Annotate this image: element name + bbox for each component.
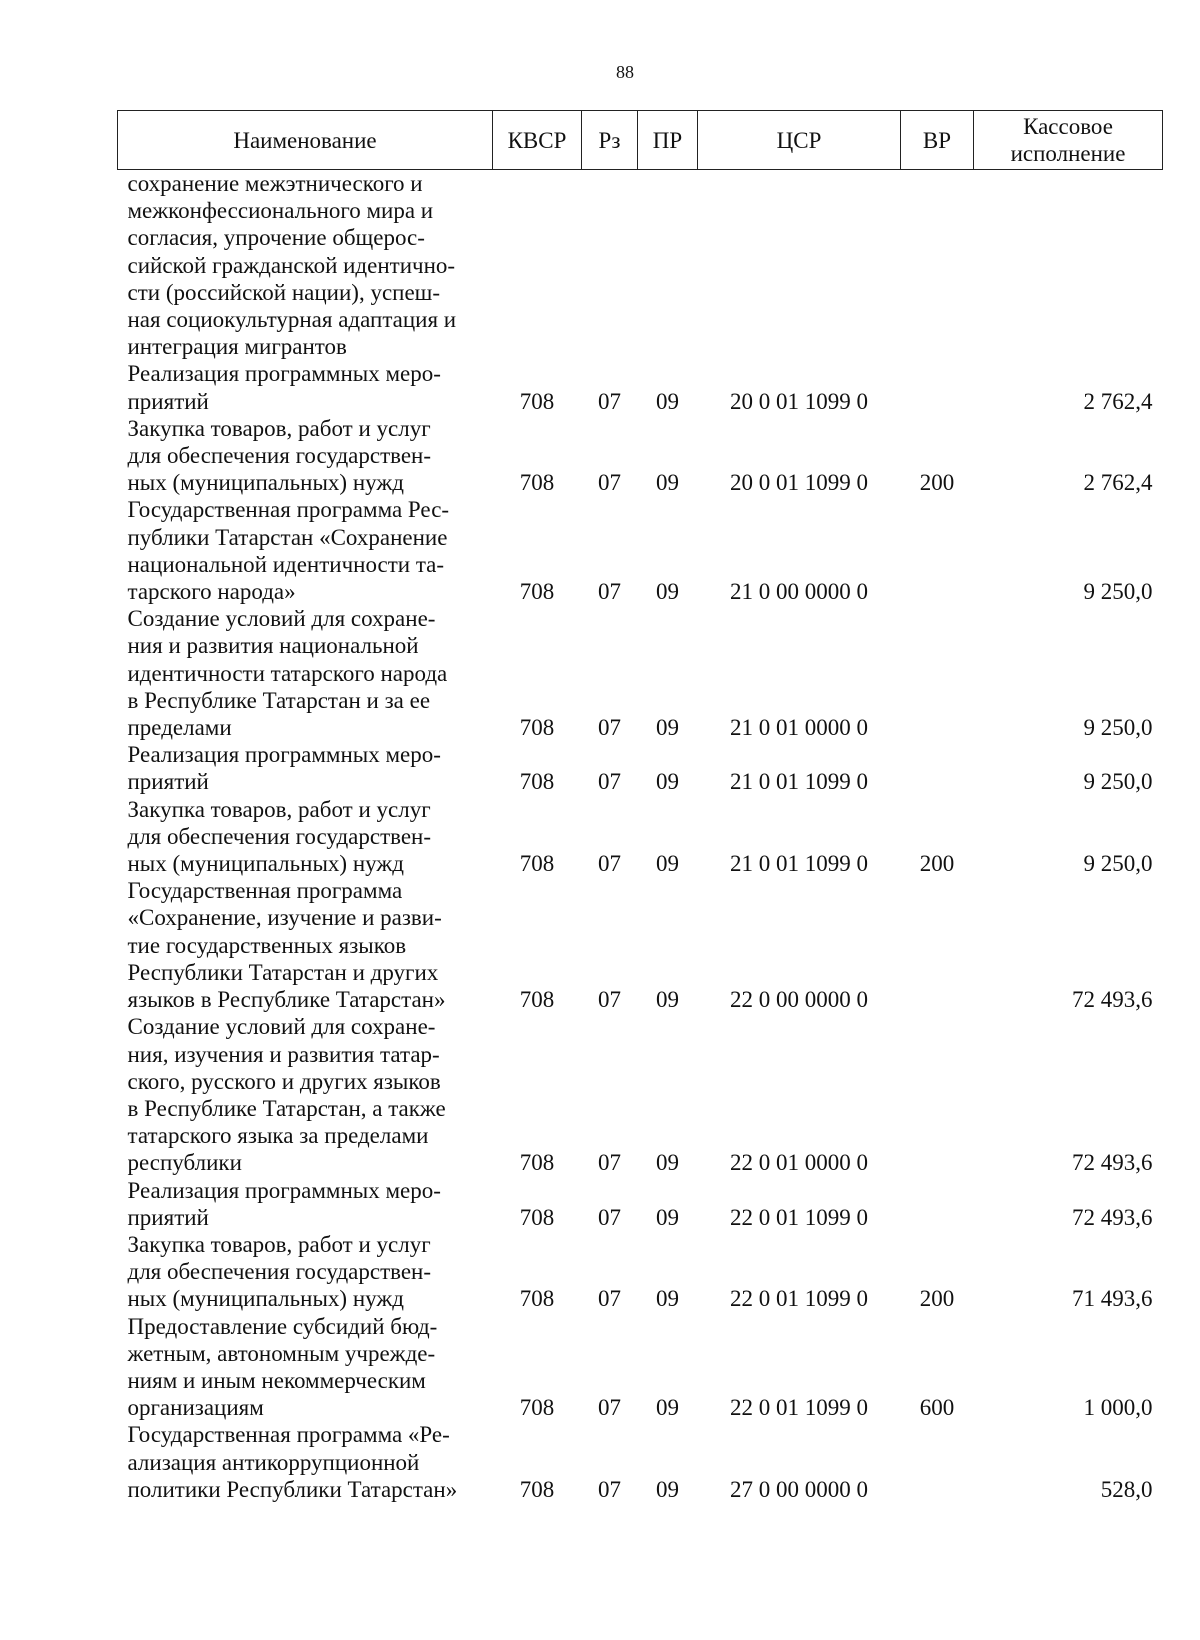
- rz-cell: 07: [598, 1395, 621, 1421]
- header-csr: ЦСР: [698, 111, 901, 170]
- name-line: межконфессионального мира и: [127, 198, 434, 224]
- csr-cell: 21 0 01 0000 0: [730, 715, 868, 741]
- name-cell: [118, 496, 493, 605]
- name-line: «Сохранение, изучение и разви-: [127, 905, 442, 931]
- vr-cell: [901, 170, 974, 361]
- name-line: приятий: [127, 1204, 209, 1230]
- kvsr-cell: 708: [519, 1204, 555, 1230]
- name-line: ных (муниципальных) нужд: [127, 1286, 404, 1312]
- name-cell: [118, 741, 493, 795]
- vr-cell: [901, 1177, 974, 1231]
- rz-cell: 07: [598, 1286, 621, 1312]
- vr-cell: [901, 1421, 974, 1503]
- name-line: ния, изучения и развития татар-: [127, 1041, 440, 1067]
- vr-cell: [901, 1013, 974, 1176]
- vr-cell: [901, 360, 974, 414]
- name-line: Реализация программных меро-: [127, 361, 441, 387]
- name-line: приятий: [127, 769, 209, 795]
- cash-execution-cell: 2 762,4: [1083, 388, 1153, 414]
- cash-execution-cell: 1 000,0: [1083, 1395, 1153, 1421]
- name-line: пределами: [127, 715, 232, 741]
- kvsr-cell: 708: [519, 851, 555, 877]
- vr-cell: [901, 741, 974, 795]
- vr-cell: [901, 496, 974, 605]
- name-line: ализация антикоррупционной: [127, 1449, 420, 1475]
- name-line: Закупка товаров, работ и услуг: [127, 796, 431, 822]
- name-line: ных (муниципальных) нужд: [127, 851, 404, 877]
- csr-cell: 20 0 01 1099 0: [730, 388, 868, 414]
- name-line: Закупка товаров, работ и услуг: [127, 1231, 431, 1257]
- vr-cell: 200: [919, 851, 955, 877]
- csr-cell: 21 0 01 1099 0: [730, 769, 868, 795]
- name-line: Реализация программных меро-: [127, 1177, 441, 1203]
- name-line: для обеспечения государствен-: [127, 1259, 432, 1285]
- table-row: [118, 1231, 1163, 1313]
- header-rz: Рз: [582, 111, 638, 170]
- cash-execution-cell: 72 493,6: [1072, 1204, 1153, 1230]
- vr-cell: 600: [919, 1395, 955, 1421]
- vr-cell: [901, 877, 974, 1013]
- rz-cell: 07: [598, 388, 621, 414]
- name-line: согласия, упрочение общерос-: [127, 225, 425, 251]
- rz-cell: 07: [598, 470, 621, 496]
- name-line: Государственная программа Рес-: [127, 497, 450, 523]
- name-line: идентичности татарского народа: [127, 660, 448, 686]
- name-line: жетным, автономным учрежде-: [127, 1340, 436, 1366]
- name-cell: [118, 1177, 493, 1231]
- header-kvsr: КВСР: [493, 111, 582, 170]
- name-line: сохранение межэтнического и: [127, 171, 423, 196]
- pr-cell: 09: [656, 987, 679, 1013]
- rz-cell: 07: [598, 851, 621, 877]
- name-cell: [118, 877, 493, 1013]
- pr-cell: [638, 170, 698, 361]
- pr-cell: 09: [656, 851, 679, 877]
- name-line: языков в Республике Татарстан»: [127, 987, 446, 1013]
- cash-execution-cell: 9 250,0: [1083, 579, 1153, 605]
- cash-execution-cell: 2 762,4: [1083, 470, 1153, 496]
- kvsr-cell: 708: [519, 769, 555, 795]
- name-line: Предоставление субсидий бюд-: [127, 1313, 438, 1339]
- name-cell: [118, 415, 493, 497]
- pr-cell: 09: [656, 1395, 679, 1421]
- name-line: ского, русского и других языков: [127, 1068, 441, 1094]
- csr-cell: 21 0 01 1099 0: [730, 851, 868, 877]
- name-line: национальной идентичности та-: [127, 551, 445, 577]
- header-vr: ВР: [901, 111, 974, 170]
- cash-execution-cell: 72 493,6: [1072, 987, 1153, 1013]
- header-pr: ПР: [638, 111, 698, 170]
- pr-cell: 09: [656, 769, 679, 795]
- table-row: [118, 1421, 1163, 1503]
- cash-execution-cell: 9 250,0: [1083, 851, 1153, 877]
- kvsr-cell: 708: [519, 579, 555, 605]
- kvsr-cell: 708: [519, 1395, 555, 1421]
- name-line: в Республике Татарстан, а также: [127, 1095, 446, 1121]
- name-cell: [118, 605, 493, 741]
- pr-cell: 09: [656, 388, 679, 414]
- name-line: ния и развития национальной: [127, 633, 419, 659]
- table-row: [118, 1177, 1163, 1231]
- csr-cell: 22 0 01 0000 0: [730, 1150, 868, 1176]
- table-header-row: [118, 111, 1163, 170]
- kvsr-cell: 708: [519, 987, 555, 1013]
- pr-cell: 09: [656, 579, 679, 605]
- header-cash-execution-line2: исполнение: [1010, 141, 1126, 166]
- name-line: в Республике Татарстан и за ее: [127, 687, 431, 713]
- name-line: сти (российской нации), успеш-: [127, 279, 441, 305]
- page-number: 88: [616, 62, 634, 82]
- table-row: [118, 741, 1163, 795]
- csr-cell: 27 0 00 0000 0: [730, 1476, 868, 1502]
- rz-cell: 07: [598, 715, 621, 741]
- header-cash-execution: [974, 111, 1163, 170]
- name-line: политики Республики Татарстан»: [127, 1476, 458, 1502]
- pr-cell: 09: [656, 470, 679, 496]
- kvsr-cell: 708: [519, 388, 555, 414]
- name-line: ных (муниципальных) нужд: [127, 470, 404, 496]
- header-cash-execution-line1: Кассовое: [1023, 114, 1113, 139]
- kvsr-cell: 708: [519, 470, 555, 496]
- rz-cell: 07: [598, 769, 621, 795]
- name-line: Закупка товаров, работ и услуг: [127, 415, 431, 441]
- cash-execution-cell: 72 493,6: [1072, 1150, 1153, 1176]
- csr-cell: 22 0 01 1099 0: [730, 1395, 868, 1421]
- name-line: ниям и иным некоммерческим: [127, 1367, 426, 1393]
- cash-execution-cell: [974, 170, 1163, 361]
- table-row: [118, 360, 1163, 414]
- name-line: Создание условий для сохране-: [127, 1014, 436, 1040]
- name-line: публики Татарстан «Сохранение: [127, 524, 448, 550]
- table-row: [118, 605, 1163, 741]
- cash-execution-cell: 9 250,0: [1083, 769, 1153, 795]
- table-row: [118, 415, 1163, 497]
- kvsr-cell: 708: [519, 1476, 555, 1502]
- name-cell: [118, 1231, 493, 1313]
- name-cell: [118, 1313, 493, 1422]
- name-line: тарского народа»: [127, 579, 296, 605]
- name-line: тие государственных языков: [127, 932, 407, 958]
- table-row: [118, 796, 1163, 878]
- csr-cell: [698, 170, 901, 361]
- budget-table: [117, 110, 1163, 1503]
- cash-execution-cell: 9 250,0: [1083, 715, 1153, 741]
- name-line: татарского языка за пределами: [127, 1123, 429, 1149]
- name-line: интеграция мигрантов: [127, 334, 347, 360]
- rz-cell: 07: [598, 1476, 621, 1502]
- csr-cell: 22 0 00 0000 0: [730, 987, 868, 1013]
- table-body: [118, 170, 1163, 1503]
- vr-cell: [901, 605, 974, 741]
- vr-cell: 200: [919, 1286, 955, 1312]
- csr-cell: 22 0 01 1099 0: [730, 1286, 868, 1312]
- header-name: Наименование: [118, 111, 493, 170]
- kvsr-cell: 708: [519, 1286, 555, 1312]
- name-cell: [118, 170, 493, 361]
- name-line: Создание условий для сохране-: [127, 606, 436, 632]
- name-line: Республики Татарстан и других: [127, 959, 439, 985]
- csr-cell: 22 0 01 1099 0: [730, 1204, 868, 1230]
- csr-cell: 20 0 01 1099 0: [730, 470, 868, 496]
- kvsr-cell: 708: [519, 1150, 555, 1176]
- cash-execution-cell: 71 493,6: [1072, 1286, 1153, 1312]
- name-line: приятий: [127, 388, 209, 414]
- pr-cell: 09: [656, 1476, 679, 1502]
- name-cell: [118, 796, 493, 878]
- pr-cell: 09: [656, 1286, 679, 1312]
- table-row: [118, 1013, 1163, 1176]
- cash-execution-cell: 528,0: [1100, 1476, 1153, 1502]
- rz-cell: 07: [598, 579, 621, 605]
- name-line: Государственная программа: [127, 878, 403, 904]
- table-row: [118, 496, 1163, 605]
- name-cell: [118, 1013, 493, 1176]
- rz-cell: 07: [598, 1204, 621, 1230]
- name-cell: [118, 360, 493, 414]
- name-line: Реализация программных меро-: [127, 742, 441, 768]
- pr-cell: 09: [656, 715, 679, 741]
- kvsr-cell: [493, 170, 582, 361]
- pr-cell: 09: [656, 1150, 679, 1176]
- rz-cell: 07: [598, 987, 621, 1013]
- rz-cell: 07: [598, 1150, 621, 1176]
- name-line: ная социокультурная адаптация и: [127, 307, 457, 333]
- name-line: организациям: [127, 1395, 264, 1421]
- name-line: для обеспечения государствен-: [127, 443, 432, 469]
- name-cell: [118, 1421, 493, 1503]
- name-line: Государственная программа «Ре-: [127, 1422, 450, 1448]
- vr-cell: 200: [919, 470, 955, 496]
- table-row: [118, 1313, 1163, 1422]
- pr-cell: 09: [656, 1204, 679, 1230]
- name-line: республики: [127, 1150, 242, 1176]
- name-line: сийской гражданской идентично-: [127, 252, 456, 278]
- name-line: для обеспечения государствен-: [127, 823, 432, 849]
- kvsr-cell: 708: [519, 715, 555, 741]
- table-row: [118, 877, 1163, 1013]
- rz-cell: [582, 170, 638, 361]
- csr-cell: 21 0 00 0000 0: [730, 579, 868, 605]
- table-row: [118, 170, 1163, 361]
